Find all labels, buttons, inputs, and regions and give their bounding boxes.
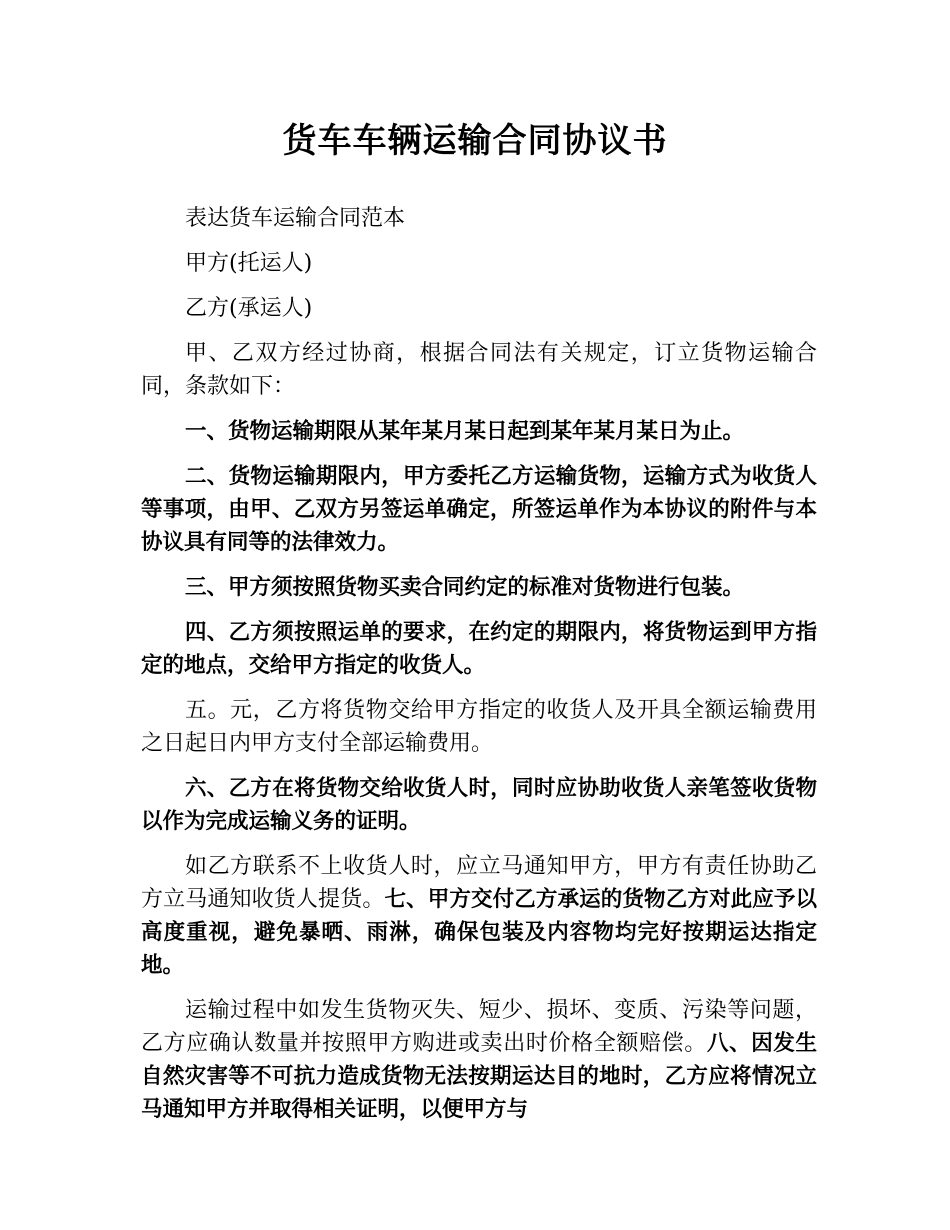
clause-2: 二、货物运输期限内，甲方委托乙方运输货物，运输方式为收货人等事项，由甲、乙双方另签运单确定，所签运单作为本协议的附件与本协议具有同等的法律效力。 [141,464,817,555]
notify-text: 如乙方联系不上收货人时，应立马通知甲方，甲方有责任协助乙方立马通知收货人提货。 [141,854,817,912]
clause-1: 一、货物运输期限从某年某月某日起到某年某月某日为止。 [185,419,745,444]
notify-paragraph [141,850,817,982]
document-body [141,202,817,1138]
loss-paragraph [141,994,817,1126]
loss-text: 运输过程中如发生货物灭失、短少、损坏、变质、污染等问题，乙方应确认数量并按照甲方购进或卖出时价格全额赔偿。 [141,998,817,1056]
clause-6: 六、乙方在将货物交给收货人时，同时应协助收货人亲笔签收货物以作为完成运输义务的证明。 [141,776,817,834]
subtitle-paragraph: 表达货车运输合同范本 [185,206,406,231]
document-title: 货车车辆运输合同协议书 [282,121,668,161]
clause-3: 三、甲方须按照货物买卖合同约定的标准对货物进行包装。 [185,575,745,600]
party-b-paragraph: 乙方(承运人) [185,296,313,321]
intro-paragraph: 甲、乙双方经过协商，根据合同法有关规定，订立货物运输合同，条款如下： [141,341,817,399]
clause-8: 八、因发生自然灾害等不可抗力造成货物无法按期运达目的地时，乙方应将情况立马通知甲方并取得相关证明，以便甲方与 [141,1031,817,1122]
clause-4: 四、乙方须按照运单的要求，在约定的期限内，将货物运到甲方指定的地点，交给甲方指定的收货人。 [141,620,817,678]
party-a-paragraph: 甲方(托运人) [185,251,313,276]
clause-7: 七、甲方交付乙方承运的货物乙方对此应予以高度重视，避免暴晒、雨淋，确保包装及内容物均完好按期运达指定地。 [141,887,817,978]
clause-5: 五。元，乙方将货物交给甲方指定的收货人及开具全额运输费用之日起日内甲方支付全部运输费用。 [141,698,817,756]
